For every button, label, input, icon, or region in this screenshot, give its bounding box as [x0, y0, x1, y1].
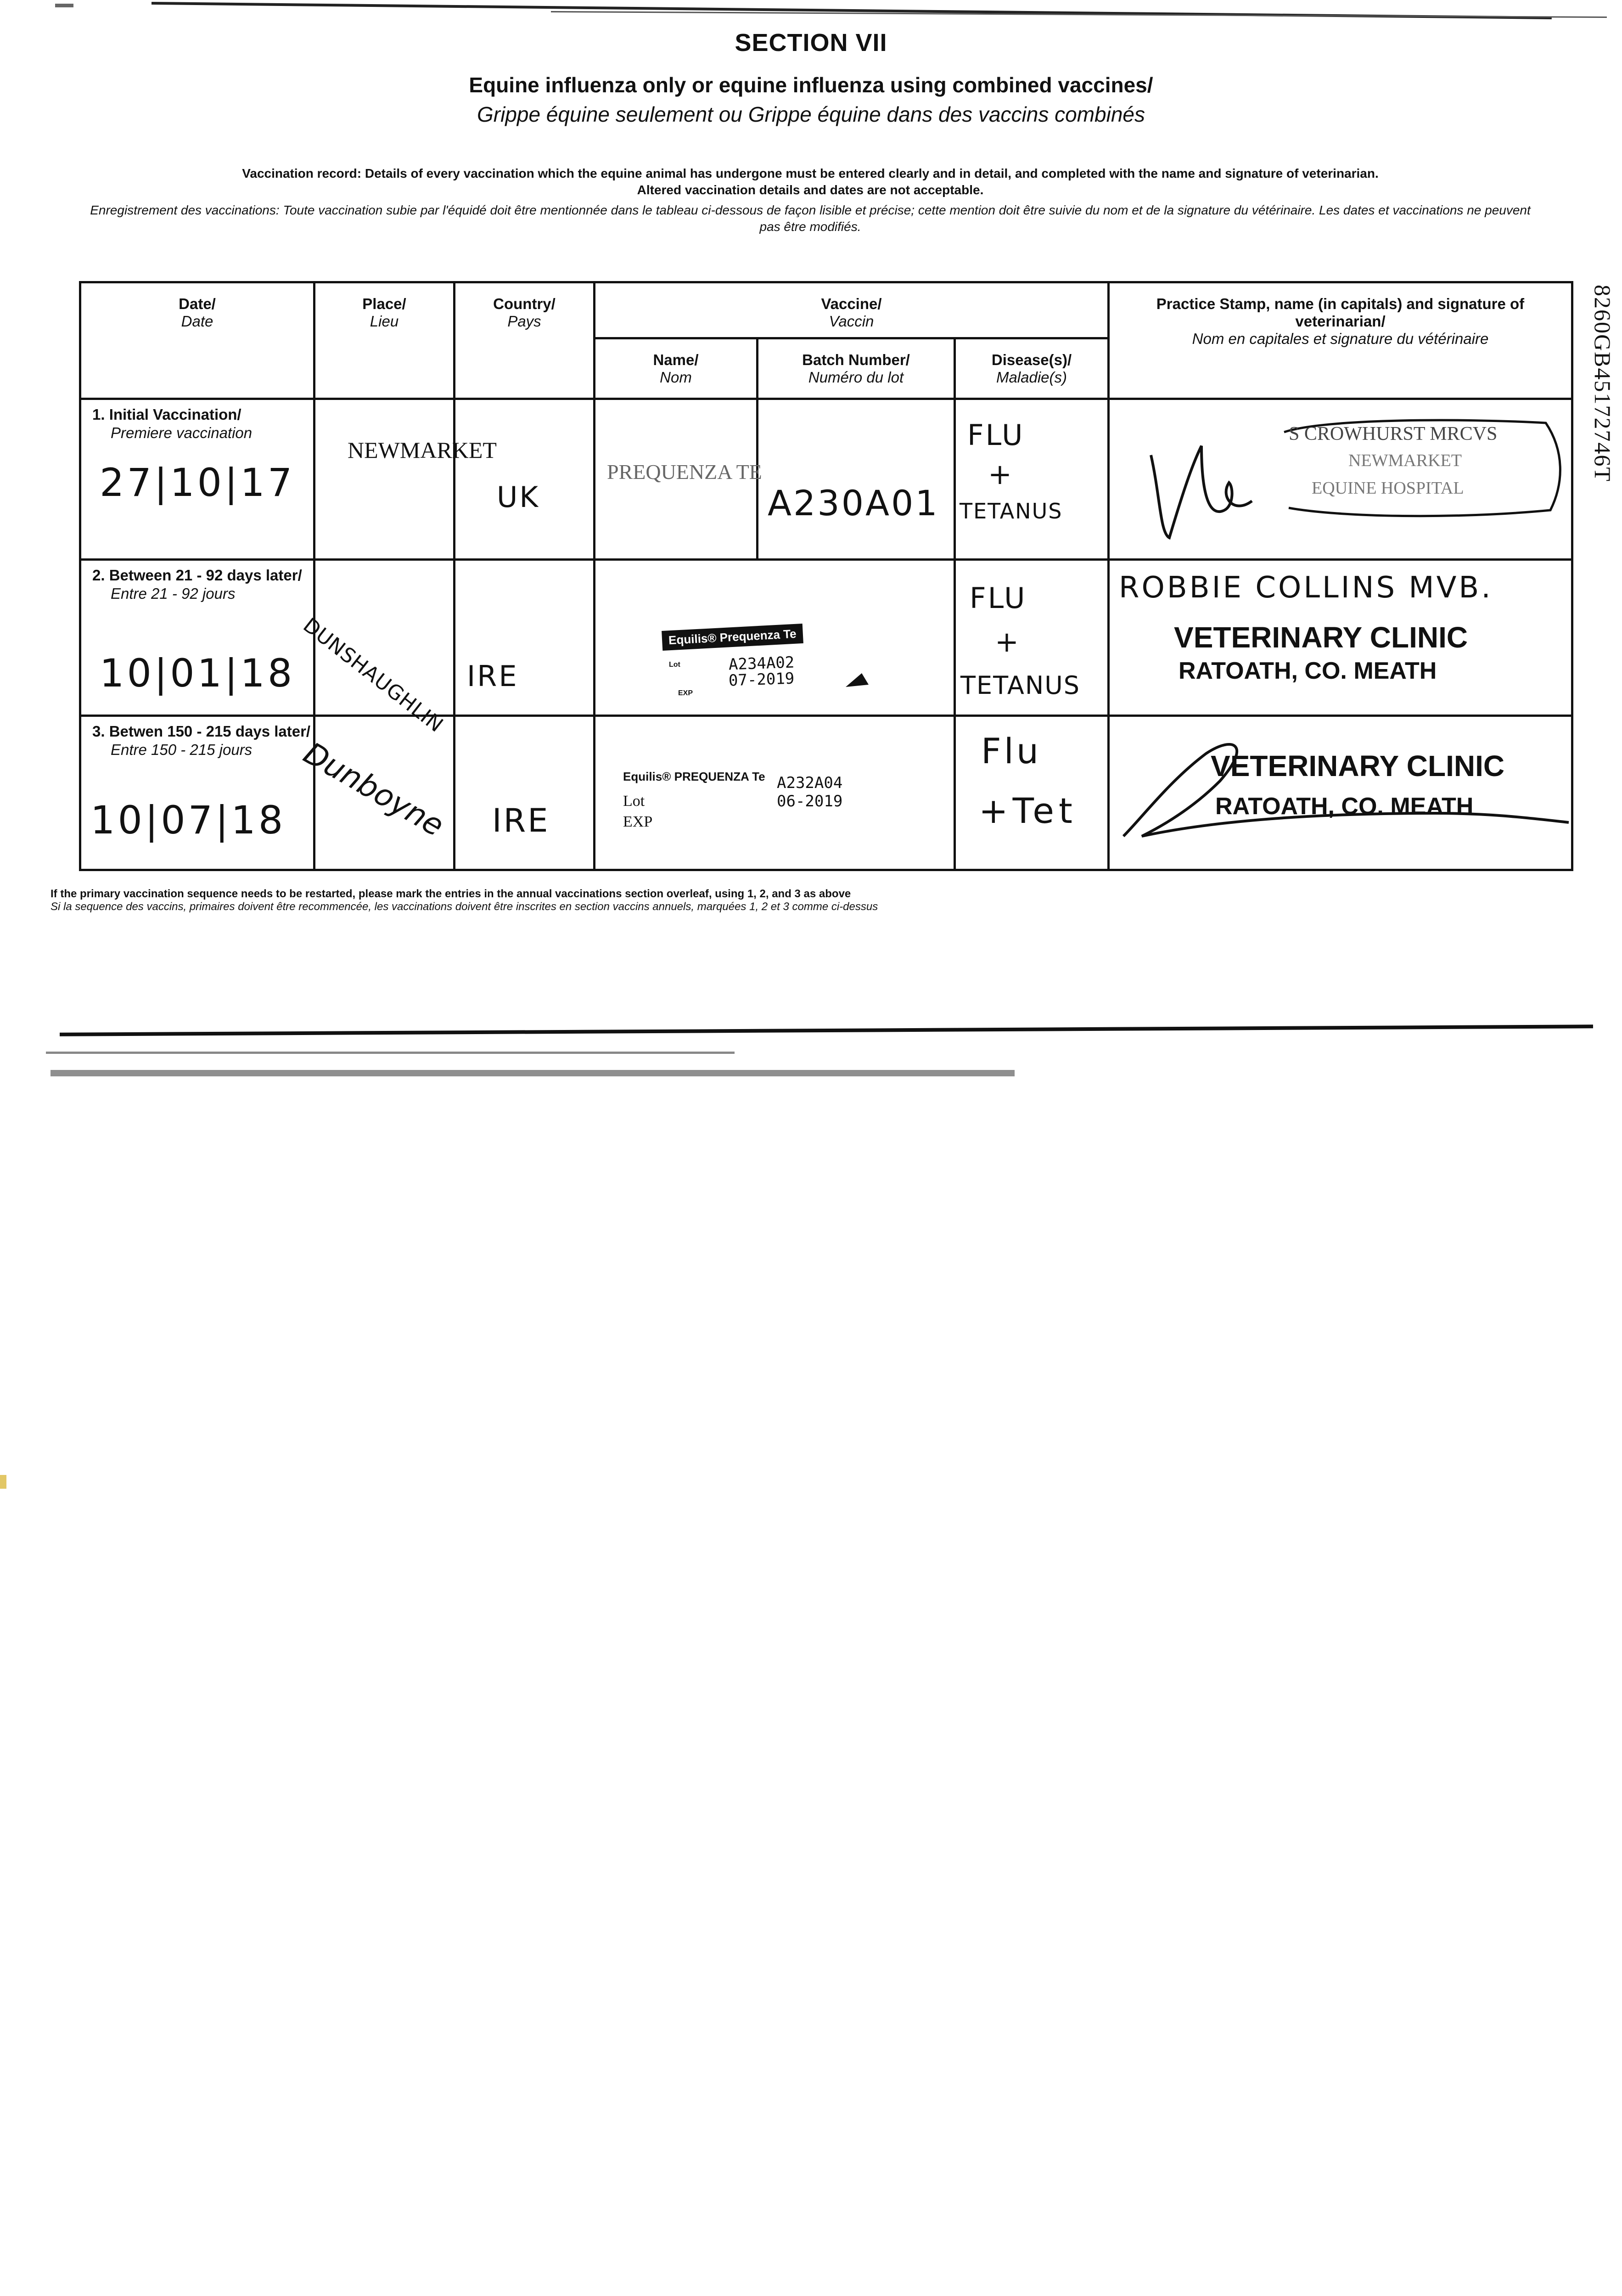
header-country: Country/ Pays [455, 282, 595, 399]
row-3-label: 3. Betwen 150 - 215 days later/ Entre 150 - 215 jours 10|07|18 [80, 716, 314, 870]
passport-id-vertical [1584, 285, 1622, 542]
table-row [80, 399, 1572, 560]
row-1-batch-cell [758, 399, 955, 560]
row-1-vaccine-name-cell [595, 399, 762, 560]
row-2-place: DUNSHAUGHLIN [298, 613, 448, 737]
record-instructions-english-2: Altered vaccination details and dates are not acceptable. [637, 183, 984, 197]
row-1-label: 1. Initial Vaccination/ Premiere vaccination 27|10|17 [80, 399, 314, 560]
header-vaccine-name: Name/ Nom [595, 338, 758, 399]
row-2-disease-cell [955, 560, 1109, 716]
record-instructions-english: Vaccination record: Details of every vaccination which the equine animal has undergone must be entered clearly and in detail, and completed with the name and signature of veterinarian. [242, 166, 1379, 180]
row-1-vaccine-name: PREQUENZA TE [607, 460, 762, 484]
heading-french: Grippe équine seulement ou Grippe équine dans des vaccins combinés [477, 102, 1145, 126]
row-2-practice-stamp-cell [1109, 560, 1572, 716]
stamp-line-2: NEWMARKET [1348, 451, 1462, 470]
row-2-vaccine-sticker-cell [595, 560, 955, 716]
row-3-place: Dunboyne [297, 735, 450, 844]
row-3-country: IRE [492, 802, 550, 839]
row-2-place-cell [298, 560, 455, 737]
sticker-product-label: Equilis® Prequenza Te [662, 624, 803, 651]
heading-english: Equine influenza only or equine influenza using combined vaccines/ [469, 73, 1153, 97]
sticker-curl-mark [843, 671, 871, 689]
stamp-line-1: S CROWHURST MRCVS [1289, 423, 1498, 445]
header-vaccine: Vaccine/ Vaccin [595, 282, 1109, 338]
footnote-english: If the primary vaccination sequence needs to be restarted, please mark the entries in the annual vaccinations section overleaf, using 1, 2, and 3 as above [51, 888, 851, 900]
scan-edge-top [0, 0, 1622, 18]
row-1-disease-line3: TETANUS [960, 499, 1063, 523]
sticker-exp-label: EXP [678, 689, 693, 697]
vaccination-table [79, 281, 1573, 871]
stamp-line-3: EQUINE HOSPITAL [1312, 478, 1464, 498]
row-3-disease-line2: +Tet [979, 790, 1077, 831]
row-3-clinic-line2: RATOATH, CO. MEATH [1215, 793, 1474, 820]
header-date: Date/ Date [80, 282, 314, 399]
row-3-batch: A232A04 [777, 774, 843, 792]
row-2-expiry: 07-2019 [728, 669, 795, 690]
row-2-disease-line1: FLU [970, 581, 1027, 615]
row-2-batch: A234A02 [728, 653, 795, 674]
row-3-expiry: 06-2019 [777, 792, 843, 810]
row-2-disease-line2: + [995, 625, 1021, 658]
row-3-practice-stamp-cell [1109, 716, 1572, 870]
edge-mark [0, 1475, 6, 1489]
scan-edge-bottom [0, 1001, 1622, 1102]
row-1-place-cell [314, 399, 497, 560]
row-1-date: 27|10|17 [100, 460, 295, 505]
row-3-clinic-line1: VETERINARY CLINIC [1211, 749, 1505, 782]
record-instructions-french: Enregistrement des vaccinations: Toute vaccination subie par l'équidé doit être mentionnée dans le tableau ci-dessous de façon lisible et précise; cette mention doit être suivie du nom et de la signature du vétérinaire. Les dates et vaccinations ne peuvent pas être modifiés. [90, 203, 1531, 234]
passport-id: 8260GB45172746T [1590, 285, 1616, 482]
section-title: SECTION VII [735, 29, 887, 56]
row-3-sticker-product: Equilis® PREQUENZA Te [623, 770, 765, 783]
row-3-sticker-lot-label: Lot [623, 793, 645, 810]
row-3-date: 10|07|18 [90, 798, 286, 843]
row-1-country-cell [455, 399, 595, 560]
table-row [80, 560, 1572, 716]
row-2-country: IRE [467, 659, 519, 693]
row-1-practice-stamp-cell [1109, 399, 1572, 560]
footnote-french: Si la sequence des vaccins, primaires doivent être recommencée, les vaccinations doivent être inscrites en section vaccins annuels, marquées 1, 2 et 3 comme ci-dessus [51, 900, 878, 913]
row-3-disease-cell [955, 716, 1109, 870]
row-1-disease-line2: + [988, 457, 1014, 491]
table-row [80, 716, 1572, 870]
row-2-country-cell [455, 560, 595, 716]
header-diseases: Disease(s)/ Maladie(s) [955, 338, 1109, 399]
header-batch-number: Batch Number/ Numéro du lot [758, 338, 955, 399]
header-place: Place/ Lieu [314, 282, 455, 399]
row-1-batch: A230A01 [768, 483, 939, 523]
row-2-disease-line3: TETANUS [960, 671, 1081, 700]
header-practice-stamp: Practice Stamp, name (in capitals) and signature of veterinarian/ Nom en capitales et signature du vétérinaire [1109, 282, 1572, 399]
row-1-disease-cell [955, 399, 1109, 560]
row-3-vaccine-sticker-cell [595, 716, 955, 870]
signature-image [1142, 428, 1261, 547]
row-2-vet-name: ROBBIE COLLINS MVB. [1119, 571, 1493, 605]
row-2-label: 2. Between 21 - 92 days later/ Entre 21 - 92 jours 10|01|18 [80, 560, 314, 716]
row-1-disease-line1: FLU [967, 418, 1025, 452]
row-1-country: UK [497, 480, 540, 514]
row-2-clinic-line1: VETERINARY CLINIC [1174, 621, 1468, 654]
row-3-place-cell [297, 716, 455, 870]
row-1-place: NEWMARKET [348, 437, 497, 463]
row-2-clinic-line2: RATOATH, CO. MEATH [1179, 658, 1437, 684]
row-3-disease-line1: Flu [981, 731, 1041, 771]
row-3-country-cell [455, 716, 595, 870]
row-2-date: 10|01|18 [100, 651, 295, 696]
signature-image [1114, 726, 1573, 855]
row-3-sticker-exp-label: EXP [623, 813, 653, 830]
sticker-lot-label: Lot [669, 661, 680, 669]
